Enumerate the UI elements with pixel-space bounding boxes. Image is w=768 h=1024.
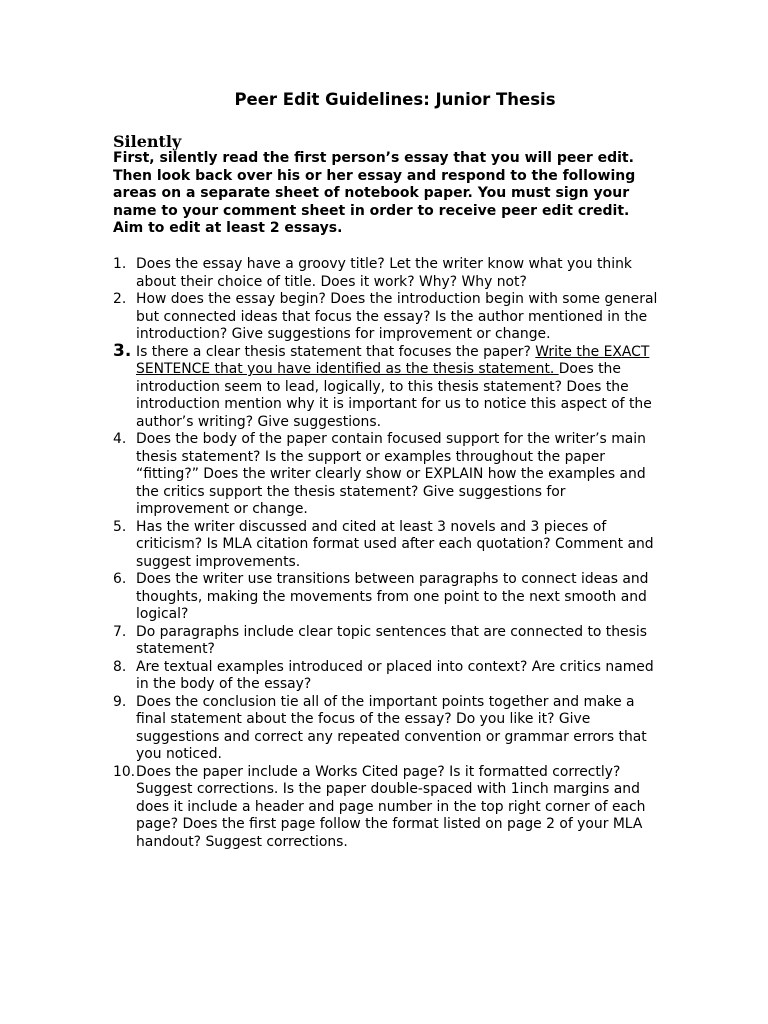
underlined-instruction: Write the EXACT SENTENCE that you have identified as the thesis statement. [136,343,650,377]
list-item [113,519,663,572]
item-number: 3. [113,340,132,361]
item-text-continued: Does the introduction seem to lead, logically, to this thesis statement? Does the introduction mention why it is important for us to notice this aspect of the author’s writing? Give suggestions. [136,361,652,430]
item-text: Does the body of the paper contain focused support for the writer’s main thesis statement? Is the support or examples throughout the paper “fitting?” Does the writer clearly show or EXPLAIN how the examples and the critics support the thesis statement? Give suggestions for improvement or change. [136,431,646,517]
list-item [113,571,663,624]
item-text: Does the writer use transitions between paragraphs to connect ideas and thoughts, making the movements from one point to the next smooth and logical? [136,571,649,622]
list-item [113,431,663,519]
item-text: Does the paper include a Works Cited page? Is it formatted correctly? Suggest corrections. Is the paper double-spaced with 1inch margins and does it include a header and page number in the top right corner of each page? Does the first page follow the format listed on page 2 of your MLA handout? Suggest corrections. [136,763,646,850]
page-title: Peer Edit Guidelines: Junior Thesis [234,90,556,109]
guideline-list [113,256,663,851]
item-number: 8. [113,658,127,675]
list-item [113,624,663,659]
item-text: How does the essay begin? Does the introduction begin with some general but connected ideas that focus the essay? Is the author mentioned in the introduction? Give suggestions for improvement or change. [136,291,658,342]
list-item [113,694,663,764]
item-text: Does the essay have a groovy title? Let the writer know what you think about their choice of title. Does it work? Why? Why not? [136,256,632,290]
item-number: 1. [113,256,127,272]
list-item [113,291,663,344]
list-item [113,764,663,852]
item-number: 9. [113,693,127,710]
item-text: Do paragraphs include clear topic sentences that are connected to thesis statement? [136,623,647,657]
item-number: 4. [113,431,127,447]
instructions-paragraph: First, silently read the first person’s essay that you will peer edit. Then look back over his or her essay and respond to the following areas on a separate sheet of notebook paper. You must sign your name to your comment sheet in order to receive peer edit credit. Aim to edit at least 2 essays. [113,150,636,237]
list-item [113,256,663,291]
item-number: 6. [113,571,127,587]
section-heading: Silently [113,132,182,151]
item-number: 5. [113,518,127,535]
item-number: 2. [113,291,127,307]
item-number: 7. [113,623,127,640]
item-text: Has the writer discussed and cited at least 3 novels and 3 pieces of criticism? Is MLA citation format used after each quotation? Comment and suggest improvements. [136,518,654,570]
item-text: Does the conclusion tie all of the important points together and make a final statement about the focus of the essay? Do you like it? Give suggestions and correct any repeated convention or grammar errors that you noticed. [136,693,647,762]
list-item [113,340,663,432]
item-text: Are textual examples introduced or placed into context? Are critics named in the body of the essay? [136,658,654,692]
item-text: Is there a clear thesis statement that focuses the paper? [136,343,536,360]
item-number: 10. [113,763,136,780]
list-item [113,659,663,694]
